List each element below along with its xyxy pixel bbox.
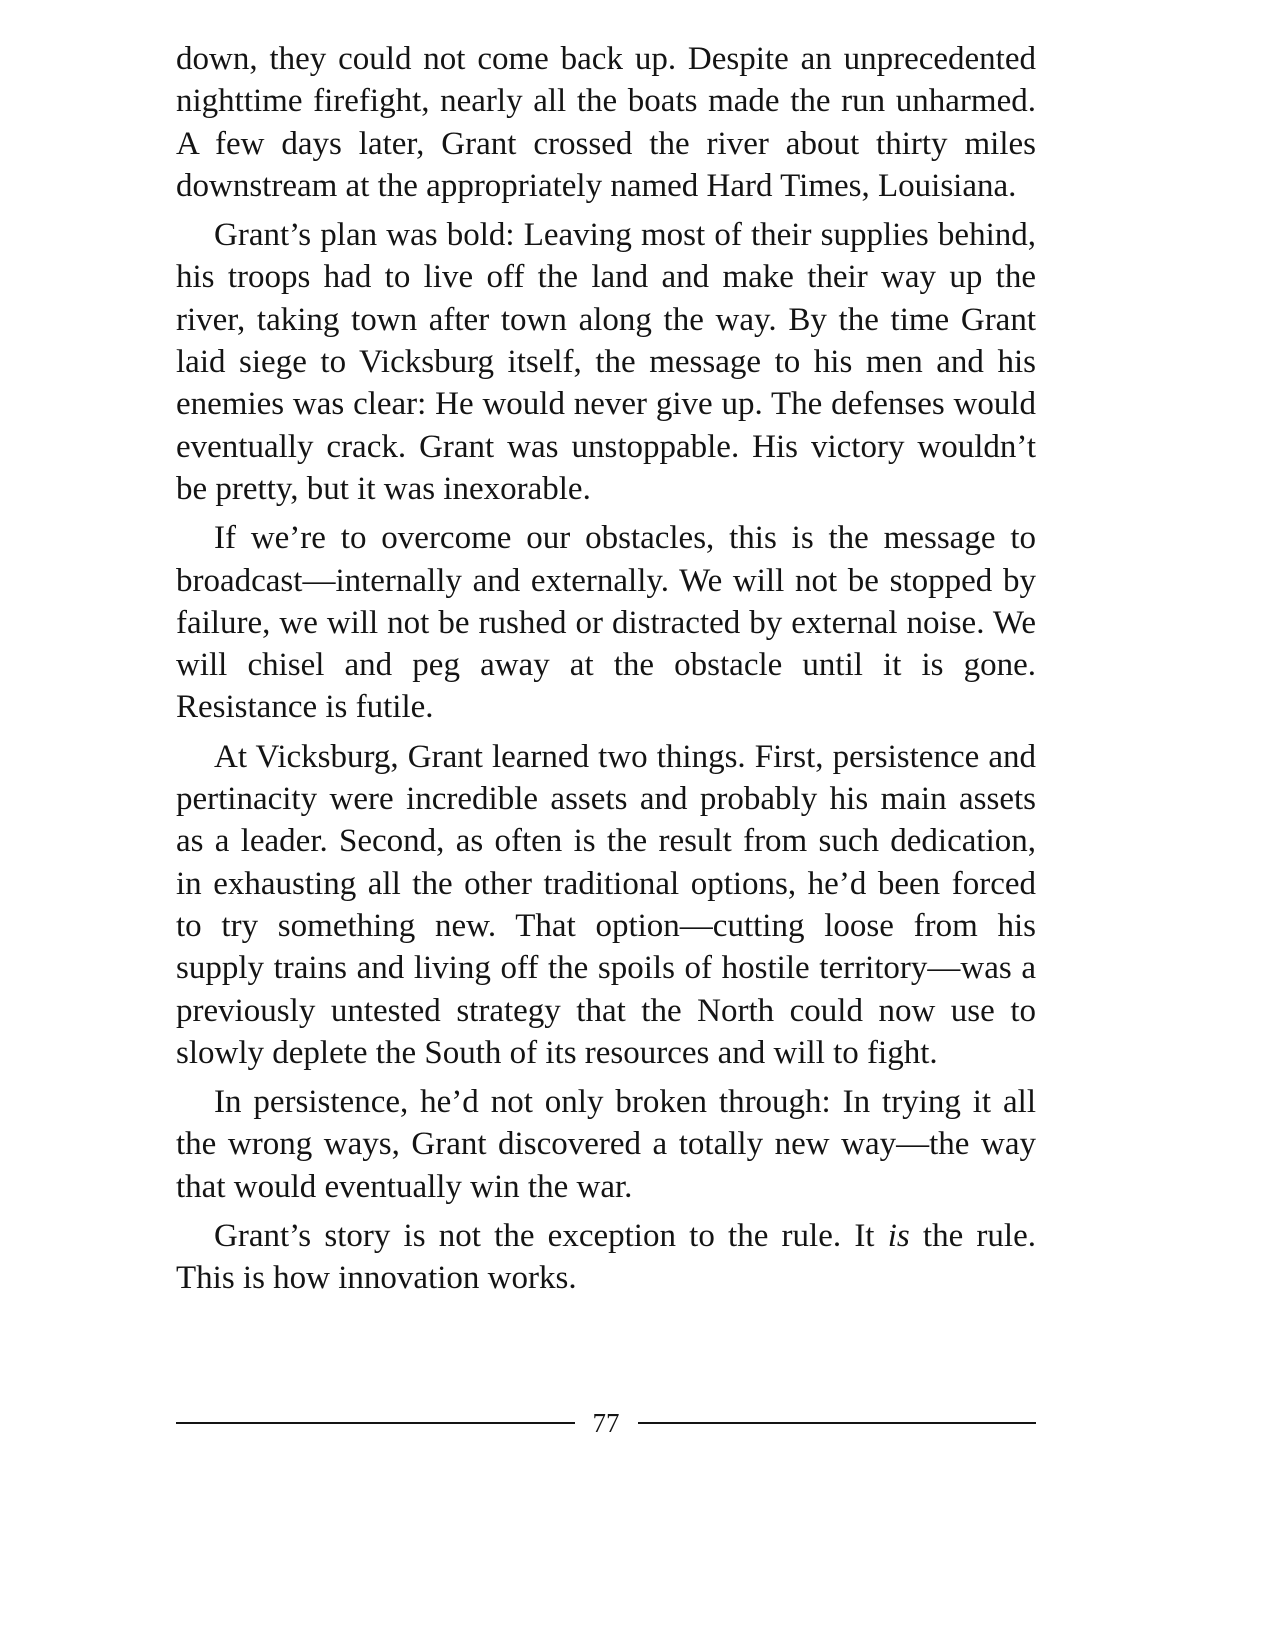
paragraph-4-text: At Vicksburg, Grant learned two things. First, persistence and pertinacity were incredible assets and probably his main assets as a leader. Second, as often is the result from such dedication, in exhausting all the other traditional options, he’d been forced to try something new. That option—cutting loose from his supply trains and living off the spoils of hostile territory—was a previously untested strategy that the North could now use to slowly deplete the South of its resources and will to fight.: [176, 738, 1036, 1071]
footer-rule-right: [638, 1422, 1037, 1424]
paragraph-4: [176, 736, 1036, 1074]
paragraph-5: [176, 1081, 1036, 1208]
paragraph-2-text: Grant’s plan was bold: Leaving most of their supplies behind, his troops had to live off the land and make their way up the river, taking town after town along the way. By the time Grant laid siege to Vicksburg itself, the message to his men and his enemies was clear: He would never give up. The defenses would eventually crack. Grant was unstoppable. His victory wouldn’t be pretty, but it was inexorable.: [176, 217, 1036, 507]
footer-rule-left: [176, 1422, 575, 1424]
paragraph-1: [176, 38, 1036, 207]
paragraph-5-text: In persistence, he’d not only broken through: In trying it all the wrong ways, Grant discovered a totally new way—the way that would eventually win the war.: [176, 1084, 1036, 1205]
paragraph-6-text-a: Grant’s story is not the exception to the rule. It: [214, 1218, 888, 1255]
paragraph-6-text-b: the rule. This is how innovation works.: [176, 1218, 1036, 1297]
paragraph-6: [176, 1215, 1036, 1300]
paragraph-3-text: If we’re to overcome our obstacles, this is the message to broadcast—internally and externally. We will not be stopped by failure, we will not be rushed or distracted by external noise. We will chisel and peg away at the obstacle until it is gone. Resistance is futile.: [176, 520, 1036, 726]
paragraph-1-text: down, they could not come back up. Despite an unprecedented nighttime firefight, nearly all the boats made the run unharmed. A few days later, Grant crossed the river about thirty miles downstream at the appropriately named Hard Times, Louisiana.: [176, 41, 1036, 204]
paragraph-6-emphasis: is: [887, 1218, 910, 1255]
page-body: [176, 38, 1036, 1307]
paragraph-3: [176, 517, 1036, 728]
paragraph-2: [176, 214, 1036, 510]
page-footer: [176, 1405, 1036, 1441]
page-number: 77: [592, 1408, 620, 1438]
